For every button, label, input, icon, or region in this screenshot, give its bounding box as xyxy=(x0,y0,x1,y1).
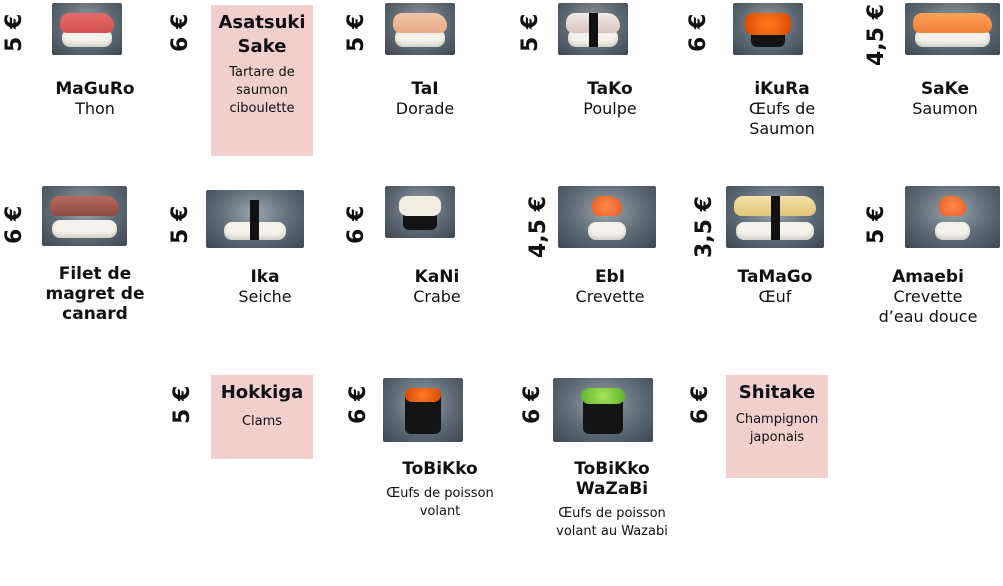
item-name: TaKo xyxy=(587,79,633,99)
price: 4,5 € xyxy=(864,4,889,66)
item-description: Crabe xyxy=(413,287,461,306)
item-name: Asatsuki Sake xyxy=(218,12,306,57)
item-description: Œufs de Saumon xyxy=(748,99,816,138)
sushi-photo-tamago xyxy=(726,186,824,248)
sushi-photo-tako xyxy=(558,3,628,55)
price: 4,5 € xyxy=(526,196,551,258)
item-description: Œufs de poisson volant au Wazabi xyxy=(556,506,668,539)
item-name: EbI xyxy=(594,267,626,287)
item-name: KaNi xyxy=(414,267,460,287)
price: 3,5 € xyxy=(692,196,717,258)
price: 5 € xyxy=(864,205,889,244)
highlight-box xyxy=(211,5,313,156)
item-name: Ika xyxy=(250,267,280,287)
sushi-photo-tobikko-wazabi xyxy=(553,378,653,442)
item-name: Shitake xyxy=(738,382,816,403)
item-description: Crevette xyxy=(575,287,645,306)
price: 5 € xyxy=(2,13,27,52)
sushi-photo-maguro xyxy=(52,3,122,55)
item-description: Crevette d’eau douce xyxy=(878,287,978,326)
item-description: Poulpe xyxy=(583,99,637,118)
item-name: TaMaGo xyxy=(737,267,813,287)
item-name: Filet de magret de canard xyxy=(45,264,145,324)
item-description: Thon xyxy=(75,99,115,118)
price: 6 € xyxy=(520,385,545,424)
sushi-photo-ikura xyxy=(733,3,803,55)
price: 6 € xyxy=(168,13,193,52)
highlight-box xyxy=(211,375,313,459)
item-name: ToBiKko xyxy=(402,459,478,479)
item-description: Saumon xyxy=(912,99,978,118)
item-description: Clams xyxy=(241,414,283,429)
item-name: Amaebi xyxy=(892,267,964,287)
price: 5 € xyxy=(168,205,193,244)
item-description: Œuf xyxy=(758,287,792,306)
sushi-photo-tai xyxy=(385,3,455,55)
sushi-photo-amaebi xyxy=(905,186,1000,248)
item-name: SaKe xyxy=(920,79,970,99)
price: 6 € xyxy=(2,205,27,244)
item-name: iKuRa xyxy=(754,79,810,99)
price: 6 € xyxy=(344,205,369,244)
sushi-photo-ika xyxy=(206,190,304,248)
sushi-photo-tobikko xyxy=(383,378,463,442)
sushi-photo-kani xyxy=(385,186,455,238)
item-description: Dorade xyxy=(395,99,455,118)
price: 6 € xyxy=(688,385,713,424)
item-name: Hokkiga xyxy=(220,382,304,403)
item-description: Tartare de saumon ciboulette xyxy=(229,65,295,116)
price: 6 € xyxy=(686,13,711,52)
item-name: MaGuRo xyxy=(55,79,135,99)
item-name: ToBiKko WaZaBi xyxy=(574,459,650,499)
highlight-box xyxy=(726,375,828,478)
item-description: Œufs de poisson volant xyxy=(386,486,494,519)
item-description: Seiche xyxy=(238,287,292,306)
price: 5 € xyxy=(170,385,195,424)
sushi-photo-sake xyxy=(905,3,1000,55)
sushi-photo-magret xyxy=(42,186,127,246)
sushi-photo-ebi xyxy=(558,186,656,248)
price: 5 € xyxy=(344,13,369,52)
item-name: TaI xyxy=(411,79,439,99)
price: 5 € xyxy=(518,13,543,52)
price: 6 € xyxy=(346,385,371,424)
item-description: Champignon japonais xyxy=(735,412,819,445)
